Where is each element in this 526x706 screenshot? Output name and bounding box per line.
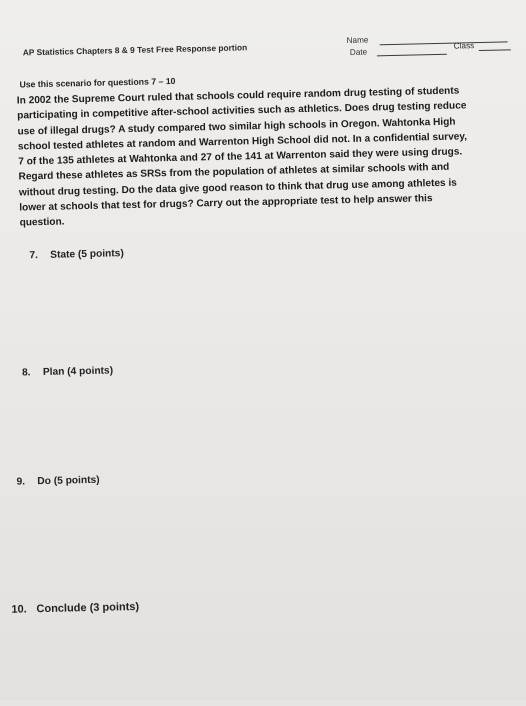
scenario-line: without drug testing. Do the data give good reason to think that drug use among athletes is bbox=[18, 177, 457, 199]
scenario-line: Regard these athletes as SRSs from the population of athletes at similar schools with and bbox=[18, 162, 450, 184]
name-label: Name bbox=[346, 35, 369, 46]
scenario-line: lower at schools that test for drugs? Carry out the appropriate test to help answer this bbox=[19, 193, 433, 214]
question-10 bbox=[11, 601, 139, 616]
scenario-line: use of illegal drugs? A study compared two similar high schools in Oregon. Wahtonka High bbox=[17, 116, 456, 138]
question-number: 10. bbox=[11, 603, 27, 616]
scenario-paragraph bbox=[17, 82, 514, 231]
class-line bbox=[479, 49, 511, 51]
question-number: 8. bbox=[21, 367, 31, 379]
question-label: Do (5 points) bbox=[37, 474, 100, 488]
scenario-line: participating in competitive after-school activities such as athletics. Does drug testing reduce bbox=[17, 100, 467, 122]
date-line bbox=[377, 54, 447, 57]
scenario-line: question. bbox=[19, 216, 65, 229]
scenario-line: 7 of the 135 athletes at Wahtonka and 27 of the 141 at Warrenton said they were using drugs. bbox=[18, 146, 463, 168]
scenario-line: In 2002 the Supreme Court ruled that schools could require random drug testing of students bbox=[16, 85, 460, 107]
scenario-instructions: Use this scenario for questions 7 – 10 bbox=[19, 75, 176, 90]
question-label: Plan (4 points) bbox=[42, 365, 114, 379]
question-9 bbox=[16, 475, 99, 488]
class-label: Class bbox=[453, 41, 475, 51]
question-number: 9. bbox=[16, 476, 26, 488]
question-label: Conclude (3 points) bbox=[36, 600, 140, 616]
scenario-line: school tested athletes at random and Warrenton High School did not. In a confidential survey, bbox=[17, 131, 468, 153]
name-line bbox=[380, 41, 508, 45]
test-title: AP Statistics Chapters 8 & 9 Test Free Response portion bbox=[22, 42, 248, 58]
question-7 bbox=[29, 248, 124, 261]
question-number: 7. bbox=[29, 250, 39, 262]
question-8 bbox=[22, 365, 113, 378]
date-label: Date bbox=[349, 47, 368, 57]
question-label: State (5 points) bbox=[50, 248, 124, 261]
